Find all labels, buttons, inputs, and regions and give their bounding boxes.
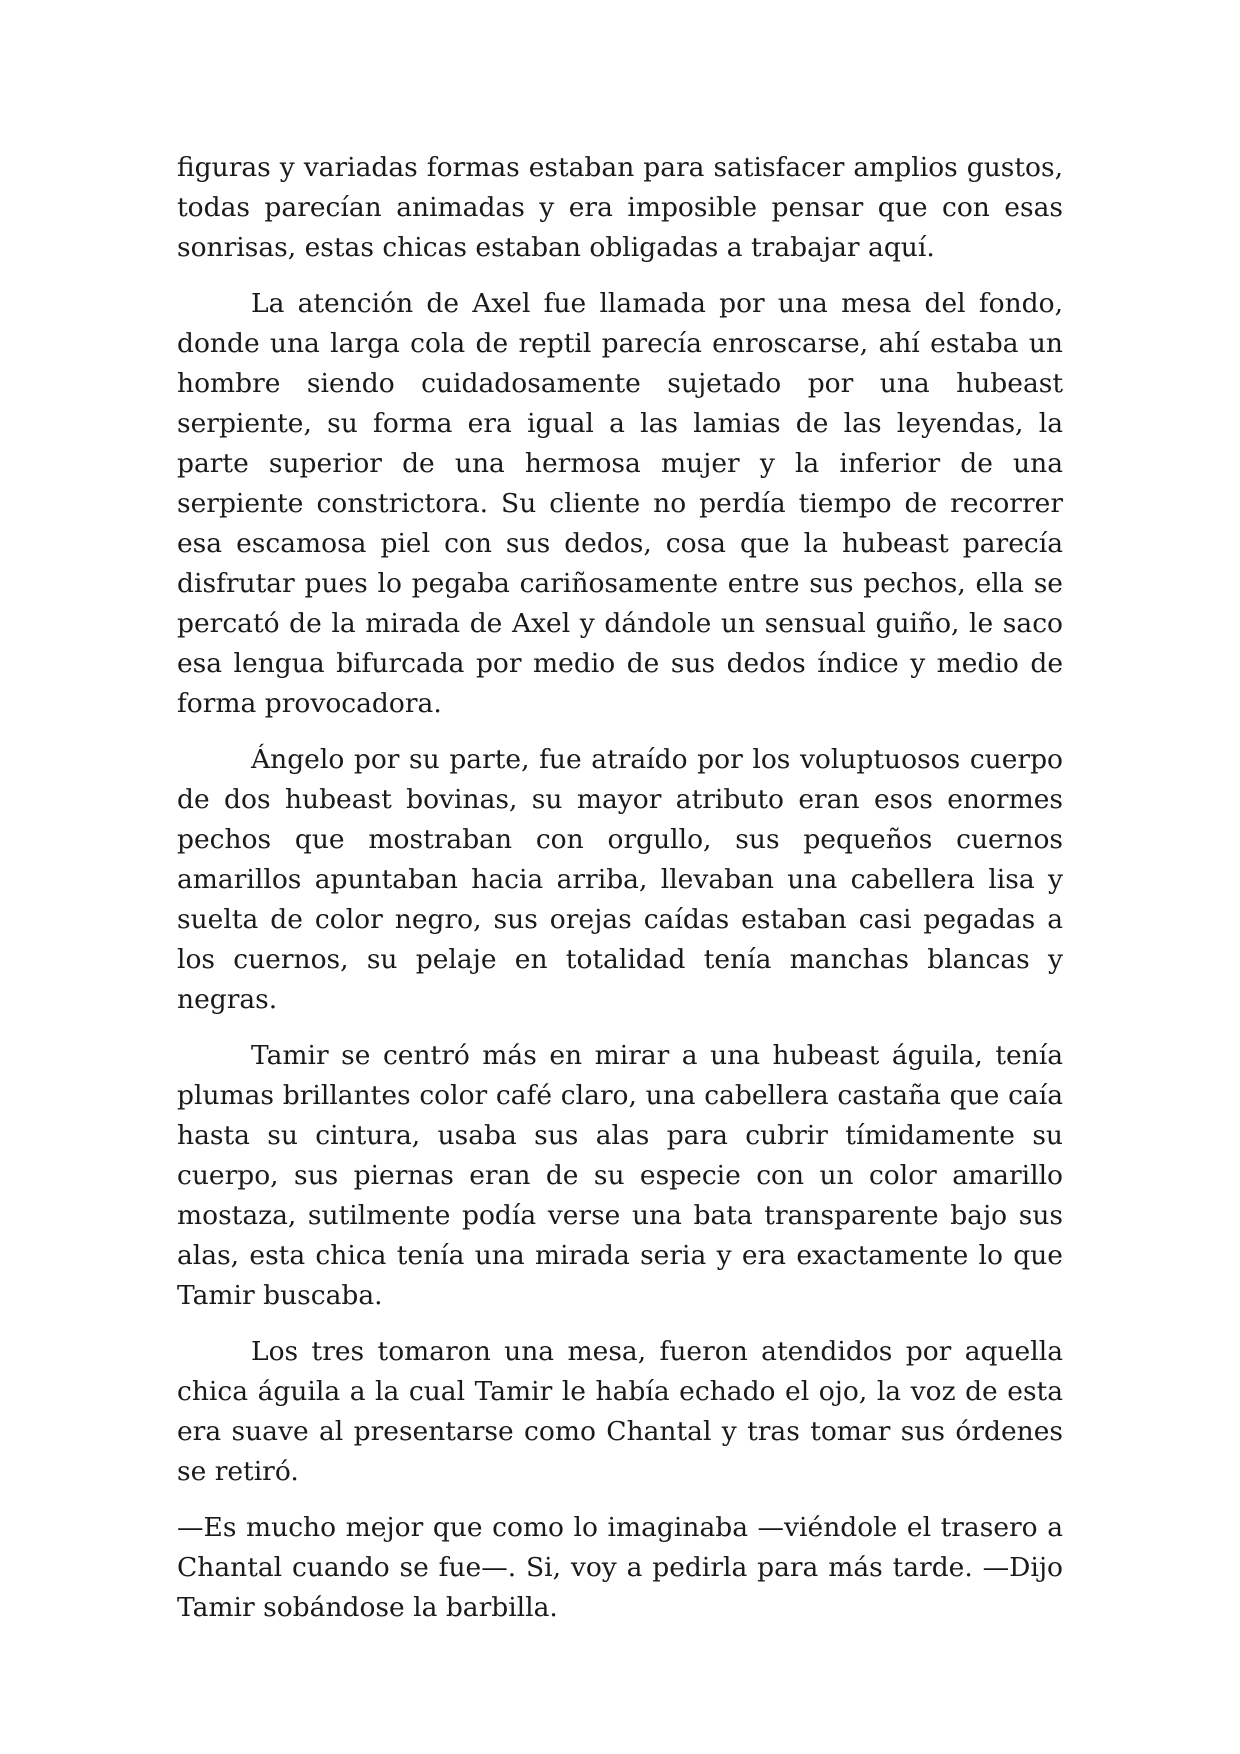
paragraph-1: figuras y variadas formas estaban para satisfacer amplios gustos, todas parecían animadas y era imposible pensar que con esas sonrisas, estas chicas estaban obligadas a trabajar aquí. xyxy=(177,152,1063,263)
document-page xyxy=(177,148,1063,1644)
paragraph-2: La atención de Axel fue llamada por una mesa del fondo, donde una larga cola de reptil parecía enroscarse, ahí estaba un hombre siendo cuidadosamente sujetado por una hubeast serpiente, su forma era igual a las lamias de las leyendas, la parte superior de una hermosa mujer y la inferior de una serpiente constrictora. Su cliente no perdía tiempo de recorrer esa escamosa piel con sus dedos, cosa que la hubeast parecía disfrutar pues lo pegaba cariñosamente entre sus pechos, ella se percató de la mirada de Axel y dándole un sensual guiño, le saco esa lengua bifurcada por medio de sus dedos índice y medio de forma provocadora. xyxy=(177,288,1063,719)
paragraph-3: Ángelo por su parte, fue atraído por los voluptuosos cuerpo de dos hubeast bovinas, su mayor atributo eran esos enormes pechos que mostraban con orgullo, sus pequeños cuernos amarillos apuntaban hacia arriba, llevaban una cabellera lisa y suelta de color negro, sus orejas caídas estaban casi pegadas a los cuernos, su pelaje en totalidad tenía manchas blancas y negras. xyxy=(177,744,1063,1015)
paragraph-6: —Es mucho mejor que como lo imaginaba —viéndole el trasero a Chantal cuando se fue—. Si, voy a pedirla para más tarde. —Dijo Tamir sobándose la barbilla. xyxy=(177,1512,1063,1623)
paragraph-4: Tamir se centró más en mirar a una hubeast águila, tenía plumas brillantes color café claro, una cabellera castaña que caía hasta su cintura, usaba sus alas para cubrir tímidamente su cuerpo, sus piernas eran de su especie con un color amarillo mostaza, sutilmente podía verse una bata transparente bajo sus alas, esta chica tenía una mirada seria y era exactamente lo que Tamir buscaba. xyxy=(177,1040,1063,1311)
paragraph-5: Los tres tomaron una mesa, fueron atendidos por aquella chica águila a la cual Tamir le había echado el ojo, la voz de esta era suave al presentarse como Chantal y tras tomar sus órdenes se retiró. xyxy=(177,1336,1063,1487)
